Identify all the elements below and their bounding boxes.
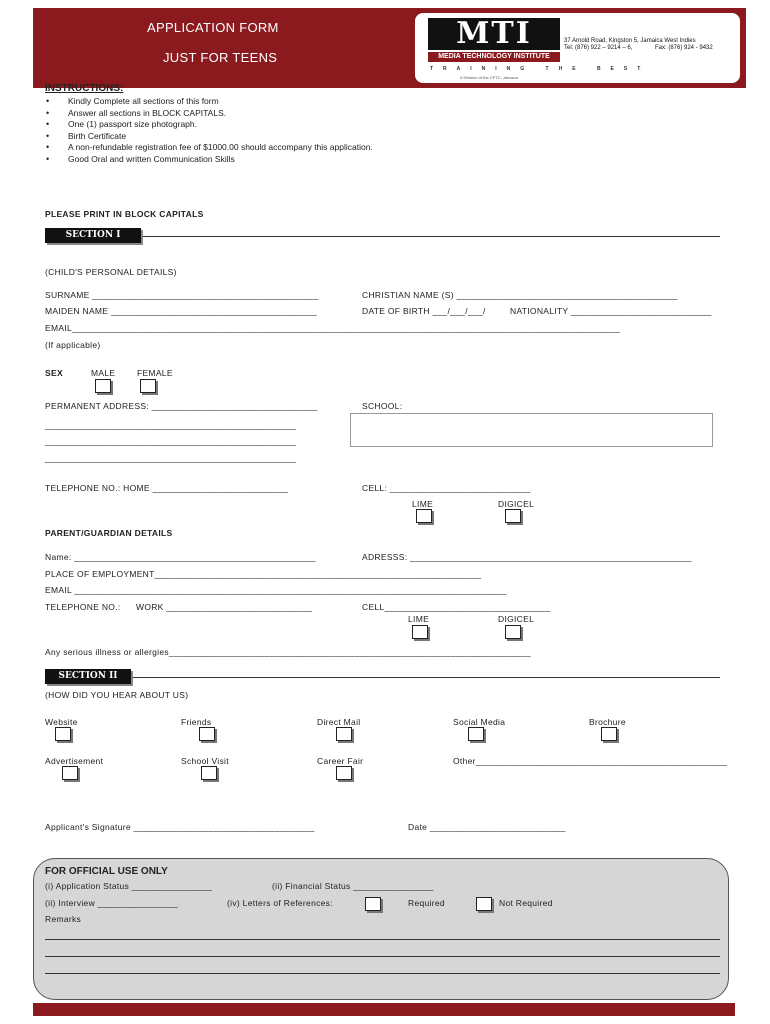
section2-rule [45, 677, 720, 678]
lime-checkbox[interactable] [416, 509, 432, 523]
male-checkbox[interactable] [95, 379, 111, 393]
letters-label: (iv) Letters of References: [227, 898, 333, 908]
parent-name-field[interactable]: Name: ________________________________________________ [45, 552, 316, 562]
mti-logo: MTI [428, 18, 560, 50]
required-label: Required [408, 898, 445, 908]
career-fair-label: Career Fair [317, 756, 364, 766]
instruction-item: • A non-refundable registration fee of $1000.00 should accompany this application. [40, 142, 373, 154]
address-line[interactable]: __________________________________________________ [45, 453, 297, 463]
address-line[interactable]: __________________________________________________ [45, 420, 297, 430]
direct-mail-label: Direct Mail [317, 717, 361, 727]
permanent-address-field[interactable]: PERMANENT ADDRESS: _________________________________ [45, 401, 318, 411]
section1-rule [45, 236, 720, 237]
print-note: PLEASE PRINT IN BLOCK CAPITALS [45, 209, 204, 219]
advertisement-label: Advertisement [45, 756, 104, 766]
other-field[interactable]: Other__________________________________________________ [453, 756, 728, 766]
required-checkbox[interactable] [365, 897, 381, 911]
date-field[interactable]: Date ___________________________ [408, 822, 566, 832]
contact-address: 37 Arnold Road, Kingston 5, Jamaica West Indies [564, 38, 696, 44]
contact-tel: Tel: (876) 922 – 9214 – 6, [564, 45, 633, 51]
logo-division: A Division of the CPTC, Jamaica [460, 75, 518, 80]
school-visit-checkbox[interactable] [201, 766, 217, 780]
footer-bar [33, 1003, 735, 1016]
remarks-line[interactable] [45, 956, 720, 957]
section1-subtitle: (CHILD'S PERSONAL DETAILS) [45, 267, 177, 277]
remarks-line[interactable] [45, 973, 720, 974]
section2-badge: SECTION II [45, 669, 131, 684]
logo-tagline: TRAINING THE BEST [430, 66, 651, 72]
work-telephone-field[interactable]: WORK _____________________________ [136, 602, 313, 612]
school-label: SCHOOL: [362, 401, 403, 411]
dob-field[interactable]: DATE OF BIRTH ___/___/___/ [362, 306, 486, 316]
email-field[interactable]: EMAIL_____________________________________________________________________________________________________________ [45, 323, 620, 333]
home-telephone-field[interactable]: TELEPHONE NO.: HOME ___________________________ [45, 483, 289, 493]
parent-lime-label: LIME [408, 614, 430, 624]
website-label: Website [45, 717, 78, 727]
instruction-item: • One (1) passport size photograph. [40, 119, 373, 131]
nationality-field[interactable]: NATIONALITY ____________________________ [510, 306, 712, 316]
cell-field[interactable]: CELL: ____________________________ [362, 483, 531, 493]
instruction-item: • Kindly Complete all sections of this form [40, 96, 373, 108]
remarks-label: Remarks [45, 914, 82, 924]
friends-checkbox[interactable] [199, 727, 215, 741]
parent-address-field[interactable]: ADRESSS: ________________________________________________________ [362, 552, 692, 562]
section1-badge: SECTION I [45, 228, 141, 243]
school-input[interactable] [350, 413, 713, 447]
parent-heading: PARENT/GUARDIAN DETAILS [45, 528, 173, 538]
parent-digicel-checkbox[interactable] [505, 625, 521, 639]
address-line[interactable]: __________________________________________________ [45, 436, 297, 446]
brochure-checkbox[interactable] [601, 727, 617, 741]
friends-label: Friends [181, 717, 212, 727]
instructions-list [40, 96, 373, 166]
signature-field[interactable]: Applicant's Signature ____________________________________ [45, 822, 315, 832]
employment-field[interactable]: PLACE OF EMPLOYMENT_________________________________________________________________ [45, 569, 482, 579]
contact-fax: Fax: (876) 924 - 9432 [655, 45, 713, 51]
section2-subtitle: (HOW DID YOU HEAR ABOUT US) [45, 690, 189, 700]
career-fair-checkbox[interactable] [336, 766, 352, 780]
not-required-checkbox[interactable] [476, 897, 492, 911]
instruction-item: • Good Oral and written Communication Skills [40, 154, 373, 166]
illness-field[interactable]: Any serious illness or allergies________________________________________________________________________ [45, 647, 531, 657]
female-checkbox[interactable] [140, 379, 156, 393]
christian-name-field[interactable]: CHRISTIAN NAME (S) ____________________________________________ [362, 290, 678, 300]
social-media-checkbox[interactable] [468, 727, 484, 741]
if-applicable-note: (If applicable) [45, 340, 101, 350]
form-title: APPLICATION FORM [147, 20, 279, 35]
not-required-label: Not Required [499, 898, 553, 908]
digicel-checkbox[interactable] [505, 509, 521, 523]
maiden-name-field[interactable]: MAIDEN NAME _________________________________________ [45, 306, 318, 316]
surname-field[interactable]: SURNAME _____________________________________________ [45, 290, 319, 300]
instruction-item: • Birth Certificate [40, 131, 373, 143]
official-use-panel [33, 858, 729, 1000]
parent-lime-checkbox[interactable] [412, 625, 428, 639]
instruction-item: • Answer all sections in BLOCK CAPITALS. [40, 108, 373, 120]
website-checkbox[interactable] [55, 727, 71, 741]
social-media-label: Social Media [453, 717, 506, 727]
parent-digicel-label: DIGICEL [498, 614, 535, 624]
sex-label: SEX [45, 368, 63, 378]
application-status-field[interactable]: (i) Application Status ________________ [45, 881, 213, 891]
direct-mail-checkbox[interactable] [336, 727, 352, 741]
interview-field[interactable]: (ii) Interview ________________ [45, 898, 179, 908]
parent-telephone-label: TELEPHONE NO.: [45, 602, 121, 612]
form-subtitle: JUST FOR TEENS [163, 50, 278, 65]
advertisement-checkbox[interactable] [62, 766, 78, 780]
school-visit-label: School Visit [181, 756, 229, 766]
parent-cell-field[interactable]: CELL_________________________________ [362, 602, 551, 612]
instructions-heading: INSTRUCTIONS: [45, 83, 124, 94]
lime-label: LIME [412, 499, 434, 509]
digicel-label: DIGICEL [498, 499, 535, 509]
financial-status-field[interactable]: (ii) Financial Status ________________ [272, 881, 434, 891]
parent-email-field[interactable]: EMAIL ______________________________________________________________________________________ [45, 585, 507, 595]
brochure-label: Brochure [589, 717, 626, 727]
remarks-line[interactable] [45, 939, 720, 940]
male-label: MALE [91, 368, 116, 378]
logo-institute-name: MEDIA TECHNOLOGY INSTITUTE [428, 52, 560, 62]
official-heading: FOR OFFICIAL USE ONLY [45, 866, 168, 877]
female-label: FEMALE [137, 368, 173, 378]
